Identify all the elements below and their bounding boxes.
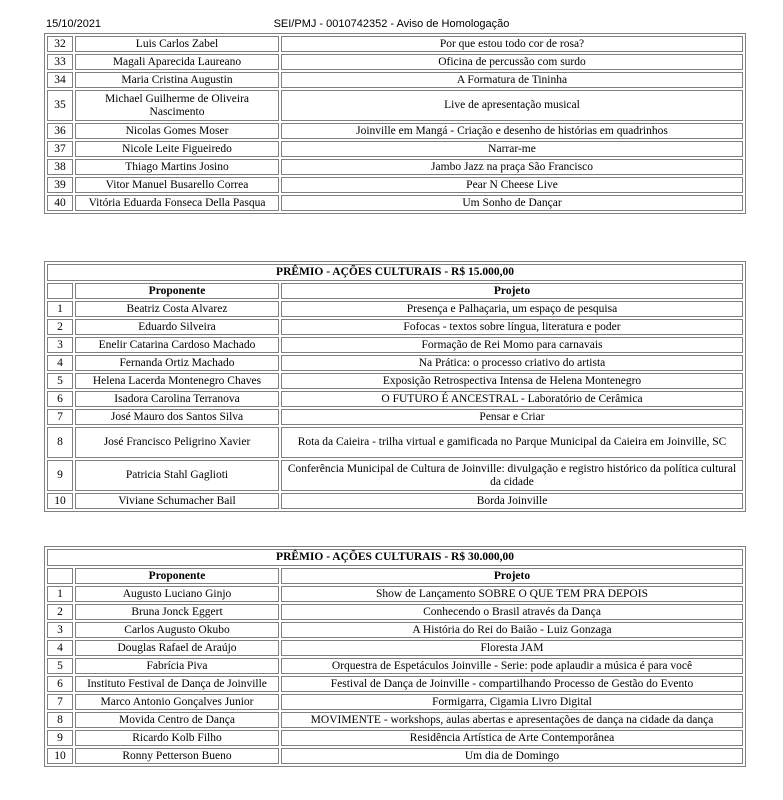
table-row [47, 604, 743, 620]
row-number: 37 [47, 141, 73, 157]
table-row [47, 54, 743, 70]
proponente-cell: Nicole Leite Figueiredo [75, 141, 279, 157]
projeto-cell: O FUTURO É ANCESTRAL - Laboratório de Cerâmica [281, 391, 743, 407]
projeto-cell: Rota da Caieira - trilha virtual e gamificada no Parque Municipal da Caieira em Joinville, SC [281, 427, 743, 458]
proponente-cell: José Mauro dos Santos Silva [75, 409, 279, 425]
projeto-cell: Borda Joinville [281, 493, 743, 509]
row-number: 1 [47, 301, 73, 317]
projeto-cell: Jambo Jazz na praça São Francisco [281, 159, 743, 175]
table-row [47, 355, 743, 371]
table-row [47, 36, 743, 52]
table-row [47, 141, 743, 157]
row-number: 6 [47, 391, 73, 407]
column-header-number [47, 568, 73, 584]
row-number: 1 [47, 586, 73, 602]
awards-table-continuation [44, 33, 746, 214]
table-row [47, 640, 743, 656]
projeto-cell: Pensar e Criar [281, 409, 743, 425]
row-number: 34 [47, 72, 73, 88]
projeto-cell: Festival de Dança de Joinville - compartilhando Processo de Gestão do Evento [281, 676, 743, 692]
proponente-cell: Vitória Eduarda Fonseca Della Pasqua [75, 195, 279, 211]
row-number: 9 [47, 730, 73, 746]
table-row [47, 90, 743, 121]
projeto-cell: MOVIMENTE - workshops, aulas abertas e apresentações de dança na cidade da dança [281, 712, 743, 728]
projeto-cell: Formigarra, Cigamia Livro Digital [281, 694, 743, 710]
table-body [47, 36, 743, 211]
table-row [47, 391, 743, 407]
table-row [47, 622, 743, 638]
table-row [47, 712, 743, 728]
projeto-cell: Exposição Retrospectiva Intensa de Helena Montenegro [281, 373, 743, 389]
row-number: 8 [47, 712, 73, 728]
table-row [47, 123, 743, 139]
projeto-cell: Presença e Palhaçaria, um espaço de pesquisa [281, 301, 743, 317]
projeto-cell: Um Sonho de Dançar [281, 195, 743, 211]
row-number: 4 [47, 355, 73, 371]
proponente-cell: Isadora Carolina Terranova [75, 391, 279, 407]
table-row [47, 676, 743, 692]
proponente-cell: Beatriz Costa Alvarez [75, 301, 279, 317]
row-number: 9 [47, 460, 73, 491]
proponente-cell: Magali Aparecida Laureano [75, 54, 279, 70]
table-row [47, 72, 743, 88]
row-number: 8 [47, 427, 73, 458]
table-row [47, 301, 743, 317]
projeto-cell: Joinville em Mangá - Criação e desenho de histórias em quadrinhos [281, 123, 743, 139]
projeto-cell: Formação de Rei Momo para carnavais [281, 337, 743, 353]
table-row [47, 409, 743, 425]
proponente-cell: Movida Centro de Dança [75, 712, 279, 728]
row-number: 40 [47, 195, 73, 211]
row-number: 2 [47, 604, 73, 620]
proponente-cell: Fernanda Ortiz Machado [75, 355, 279, 371]
proponente-cell: Ricardo Kolb Filho [75, 730, 279, 746]
proponente-cell: Bruna Jonck Eggert [75, 604, 279, 620]
proponente-cell: José Francisco Peligrino Xavier [75, 427, 279, 458]
table-row [47, 319, 743, 335]
document-title: SEI/PMJ - 0010742352 - Aviso de Homologação [273, 18, 510, 30]
proponente-cell: Instituto Festival de Dança de Joinville [75, 676, 279, 692]
row-number: 10 [47, 493, 73, 509]
row-number: 32 [47, 36, 73, 52]
table-row [47, 460, 743, 491]
table-body [47, 301, 743, 509]
table-body [47, 586, 743, 764]
table-caption: PRÊMIO - AÇÕES CULTURAIS - R$ 30.000,00 [47, 549, 743, 566]
projeto-cell: Fofocas - textos sobre língua, literatura e poder [281, 319, 743, 335]
table-row [47, 748, 743, 764]
proponente-cell: Viviane Schumacher Bail [75, 493, 279, 509]
table-caption: PRÊMIO - AÇÕES CULTURAIS - R$ 15.000,00 [47, 264, 743, 281]
proponente-cell: Maria Cristina Augustin [75, 72, 279, 88]
row-number: 5 [47, 373, 73, 389]
proponente-cell: Enelir Catarina Cardoso Machado [75, 337, 279, 353]
proponente-cell: Vitor Manuel Busarello Correa [75, 177, 279, 193]
column-header-proponente: Proponente [75, 283, 279, 299]
row-number: 7 [47, 409, 73, 425]
table-row [47, 493, 743, 509]
table-row [47, 427, 743, 458]
awards-table-30000 [44, 546, 746, 767]
table-row [47, 177, 743, 193]
proponente-cell: Thiago Martins Josino [75, 159, 279, 175]
column-header-projeto: Projeto [281, 568, 743, 584]
row-number: 5 [47, 658, 73, 674]
table-row [47, 337, 743, 353]
projeto-cell: Conhecendo o Brasil através da Dança [281, 604, 743, 620]
projeto-cell: Orquestra de Espetáculos Joinville - Serie: pode aplaudir a música é para você [281, 658, 743, 674]
projeto-cell: Oficina de percussão com surdo [281, 54, 743, 70]
projeto-cell: Pear N Cheese Live [281, 177, 743, 193]
projeto-cell: A Formatura de Tininha [281, 72, 743, 88]
proponente-cell: Carlos Augusto Okubo [75, 622, 279, 638]
row-number: 6 [47, 676, 73, 692]
projeto-cell: Na Prática: o processo criativo do artista [281, 355, 743, 371]
column-header-projeto: Projeto [281, 283, 743, 299]
row-number: 39 [47, 177, 73, 193]
row-number: 33 [47, 54, 73, 70]
projeto-cell: Show de Lançamento SOBRE O QUE TEM PRA DEPOIS [281, 586, 743, 602]
projeto-cell: Floresta JAM [281, 640, 743, 656]
table-row [47, 586, 743, 602]
row-number: 35 [47, 90, 73, 121]
table-row [47, 658, 743, 674]
projeto-cell: A História do Rei do Baião - Luiz Gonzaga [281, 622, 743, 638]
projeto-cell: Live de apresentação musical [281, 90, 743, 121]
column-header-number [47, 283, 73, 299]
proponente-cell: Patricia Stahl Gaglioti [75, 460, 279, 491]
projeto-cell: Por que estou todo cor de rosa? [281, 36, 743, 52]
projeto-cell: Um dia de Domingo [281, 748, 743, 764]
projeto-cell: Narrar-me [281, 141, 743, 157]
table-row [47, 195, 743, 211]
proponente-cell: Helena Lacerda Montenegro Chaves [75, 373, 279, 389]
proponente-cell: Michael Guilherme de Oliveira Nascimento [75, 90, 279, 121]
row-number: 2 [47, 319, 73, 335]
table-row [47, 373, 743, 389]
proponente-cell: Luis Carlos Zabel [75, 36, 279, 52]
projeto-cell: Conferência Municipal de Cultura de Joinville: divulgação e registro histórico da política cultural da cidade [281, 460, 743, 491]
proponente-cell: Eduardo Silveira [75, 319, 279, 335]
table-row [47, 694, 743, 710]
proponente-cell: Ronny Petterson Bueno [75, 748, 279, 764]
proponente-cell: Nicolas Gomes Moser [75, 123, 279, 139]
proponente-cell: Augusto Luciano Ginjo [75, 586, 279, 602]
proponente-cell: Marco Antonio Gonçalves Junior [75, 694, 279, 710]
table-row [47, 159, 743, 175]
projeto-cell: Residência Artística de Arte Contemporânea [281, 730, 743, 746]
column-header-proponente: Proponente [75, 568, 279, 584]
row-number: 10 [47, 748, 73, 764]
row-number: 38 [47, 159, 73, 175]
row-number: 4 [47, 640, 73, 656]
row-number: 3 [47, 337, 73, 353]
awards-table-15000 [44, 261, 746, 512]
row-number: 7 [47, 694, 73, 710]
proponente-cell: Douglas Rafael de Araújo [75, 640, 279, 656]
print-date: 15/10/2021 [46, 18, 102, 30]
row-number: 3 [47, 622, 73, 638]
row-number: 36 [47, 123, 73, 139]
table-row [47, 730, 743, 746]
proponente-cell: Fabrícia Piva [75, 658, 279, 674]
